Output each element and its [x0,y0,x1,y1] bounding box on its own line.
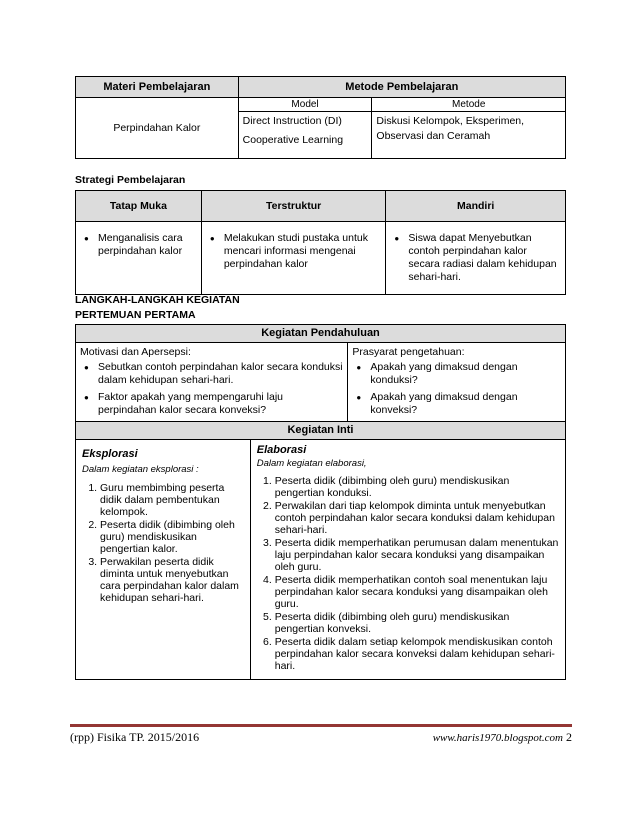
list-item: 3. Peserta didik memperhatikan perumusan dalam menentukan laju perpindahan kalor secara konduksi yang disampaikan oleh guru. [275,537,559,573]
strategy-header: Tatap Muka [76,191,202,222]
list-item: ● Sebutkan contoh perpindahan kalor secara konduksi dalam kehidupan sehari-hari. [80,361,343,387]
pendahuluan-header: Kegiatan Pendahuluan [76,325,566,343]
elaborasi-subtitle: Dalam kegiatan elaborasi, [256,458,367,469]
steps-subtitle: PERTEMUAN PERTAMA [75,309,196,321]
eksplorasi-title: Eksplorasi [82,448,138,460]
strategy-cell [201,222,386,295]
list-item: ● Faktor apakah yang mempengaruhi laju perpindahan kalor secara konveksi? [80,391,343,417]
model-cell [238,112,372,159]
header-metode: Metode Pembelajaran [238,77,565,98]
header-materi: Materi Pembelajaran [76,77,239,98]
list-item: 6. Peserta didik dalam setiap kelompok mendiskusikan contoh perpindahan kalor secara konveksi dalam kehidupan sehari-hari. [275,636,559,672]
strategy-table [75,190,566,295]
footer-left: (rpp) Fisika TP. 2015/2016 [70,730,200,744]
list-item: ● Apakah yang dimaksud dengan konduksi? [352,361,561,387]
elaborasi-cell [250,440,565,680]
strategy-header: Terstruktur [201,191,386,222]
steps-title: LANGKAH-LANGKAH KEGIATAN [75,294,240,306]
footer-right [433,730,572,745]
strategy-header: Mandiri [386,191,566,222]
methods-table [75,76,566,159]
model-item: Cooperative Learning [242,134,344,146]
footer-divider [70,724,572,727]
motivasi-title: Motivasi dan Apersepsi: [80,346,191,358]
strategy-cell [386,222,566,295]
eksplorasi-cell [76,440,251,680]
prasyarat-title: Prasyarat pengetahuan: [352,346,465,358]
prasyarat-cell [348,343,566,422]
list-item: ● Apakah yang dimaksud dengan konveksi? [352,391,561,417]
inti-header: Kegiatan Inti [76,422,566,440]
list-item: 1. Peserta didik (dibimbing oleh guru) mendiskusikan pengertian konduksi. [275,475,559,499]
footer-url[interactable]: www.haris1970.blogspot.com [432,732,563,744]
strategy-title: Strategi Pembelajaran [75,174,186,186]
list-item: ● Melakukan studi pustaka untuk mencari informasi mengenai perpindahan kalor [206,232,382,271]
eksplorasi-subtitle: Dalam kegiatan eksplorasi : [82,464,199,475]
list-item: ● Siswa dapat Menyebutkan contoh perpindahan kalor secara radiasi dalam kehidupan sehari-hari. [390,232,561,284]
elaborasi-title: Elaborasi [256,444,307,456]
list-item: 3. Perwakilan peserta didik diminta untuk menyebutkan cara perpindahan kalor dalam kehidupan sehari-hari. [100,556,244,604]
motivasi-cell [76,343,348,422]
page-number: 2 [566,730,572,744]
list-item: 1. Guru membimbing peserta didik dalam pembentukan kelompok. [100,482,244,518]
list-item: 2. Perwakilan dari tiap kelompok diminta untuk menyebutkan contoh perpindahan kalor secara konduksi dalam kehidupan sehari-hari. [275,500,559,536]
sub-header-metode: Metode [372,98,566,112]
list-item: 5. Peserta didik (dibimbing oleh guru) mendiskusikan pengertian konveksi. [275,611,559,635]
activities-table [75,324,566,680]
sub-header-model: Model [238,98,372,112]
list-item: 4. Peserta didik memperhatikan contoh soal menentukan laju perpindahan kalor secara konduksi yang disampaikan oleh guru. [275,574,559,610]
materi-cell: Perpindahan Kalor [76,98,239,159]
model-item: Direct Instruction (DI) [242,115,342,127]
strategy-cell [76,222,202,295]
metode-cell: Diskusi Kelompok, Eksperimen, Observasi dan Ceramah [372,112,566,159]
list-item: ● Menganalisis cara perpindahan kalor [80,232,197,258]
list-item: 2. Peserta didik (dibimbing oleh guru) mendiskusikan pengertian kalor. [100,519,244,555]
